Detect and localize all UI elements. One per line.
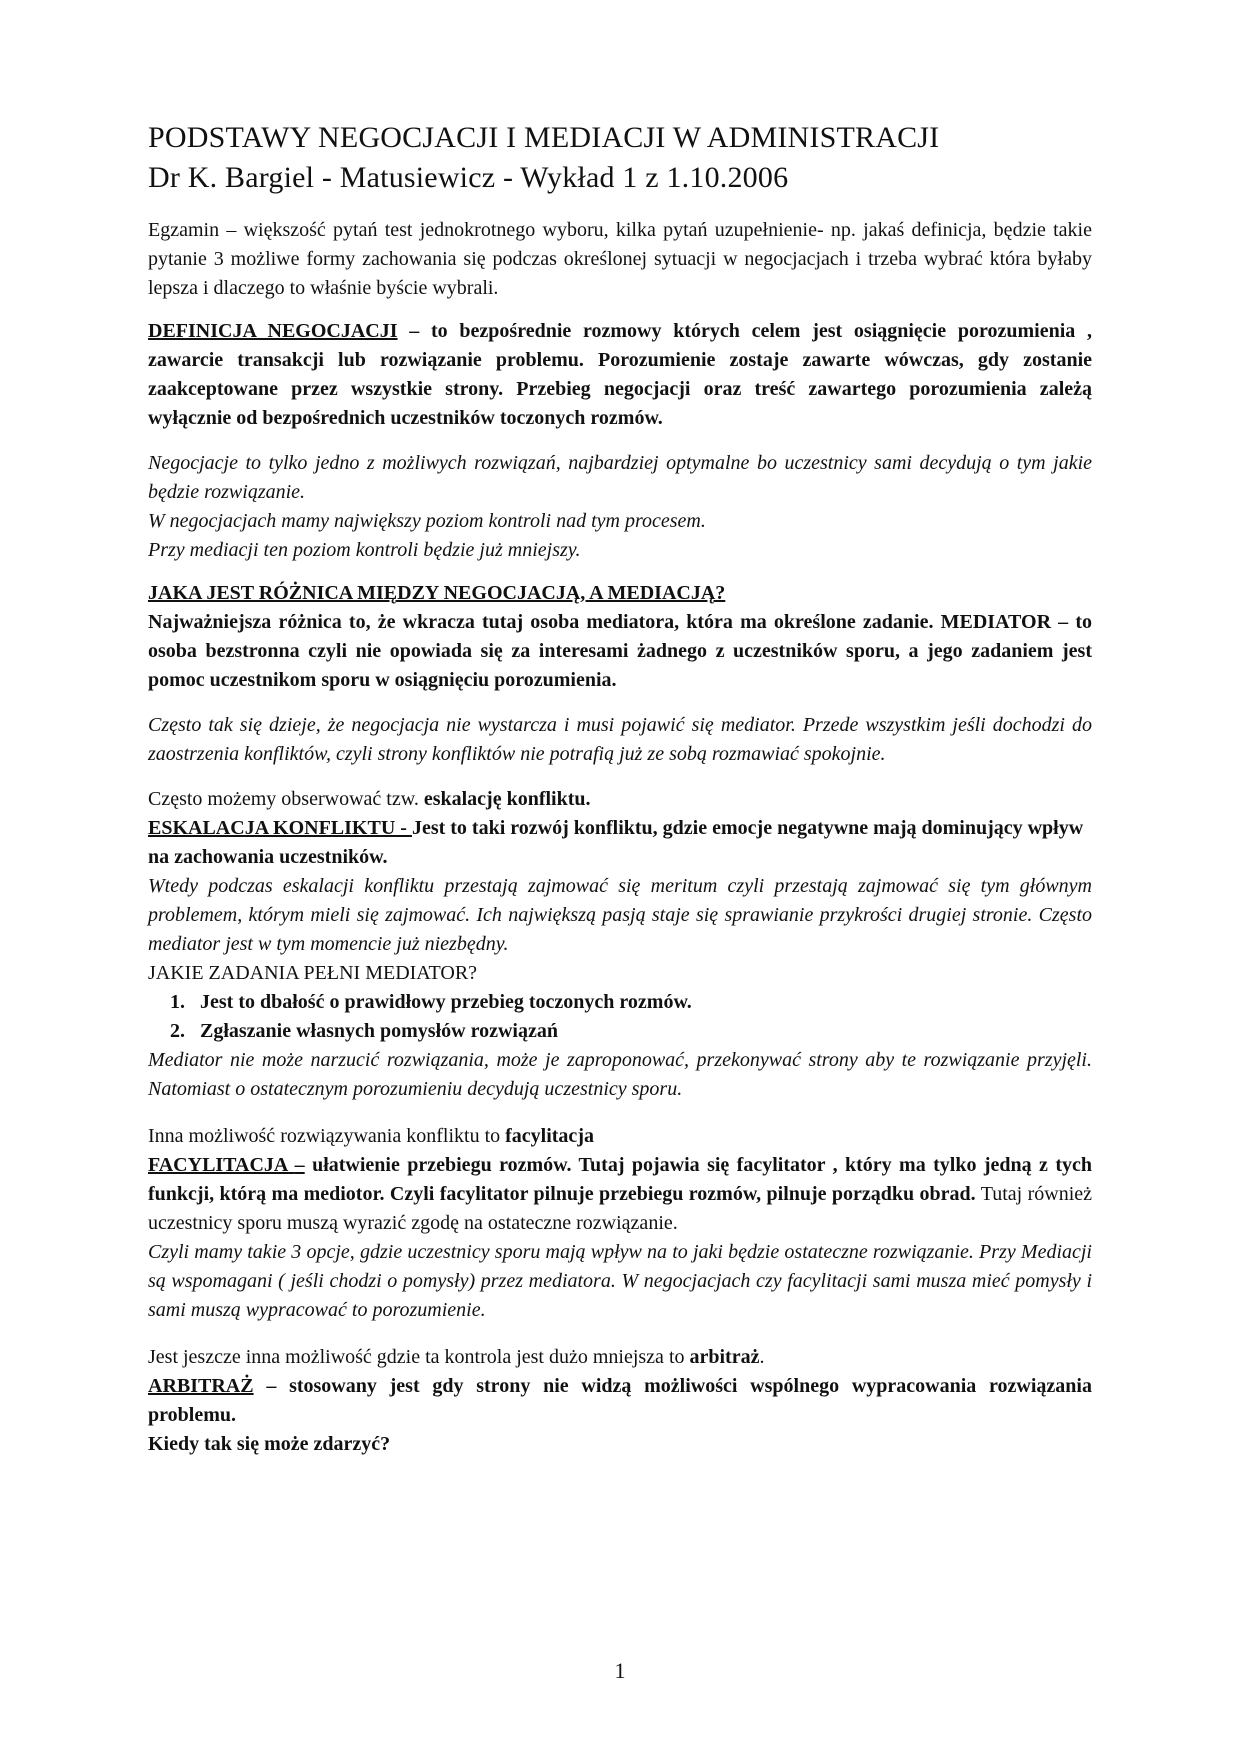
- facilitation-italic: Czyli mamy takie 3 opcje, gdzie uczestnicy sporu mają wpływ na to jaki będzie ostateczne rozwiązanie. Przy Mediacji są wspomagani ( jeśli chodzi o pomysły) przez mediatora. W negocjacjach czy facylitacji sami musza mieć pomysły i sami muszą wypracować to porozumienie.: [148, 1241, 1092, 1321]
- facilitation-dash: –: [294, 1154, 305, 1176]
- definition-heading: DEFINICJA NEGOCJACJI: [148, 320, 398, 342]
- arbitration-heading: ARBITRAŻ: [148, 1375, 254, 1397]
- escalation-intro: [148, 785, 1092, 814]
- facilitation-intro-text: Inna możliwość rozwiązywania konfliktu to: [148, 1125, 506, 1147]
- arbitration-intro-text: Jest jeszcze inna możliwość gdzie ta kontrola jest dużo mniejsza to: [148, 1346, 690, 1368]
- mediator-tasks-question: JAKIE ZADANIA PEŁNI MEDIATOR?: [148, 962, 478, 984]
- definition-separator: –: [397, 320, 432, 342]
- note-line: Negocjacje to tylko jedno z możliwych rozwiązań, najbardziej optymalne bo uczestnicy sami decydują o tym jakie będzie rozwiązanie.: [148, 452, 1092, 503]
- difference-text: Najważniejsza różnica to, że wkracza tutaj osoba mediatora, która ma określone zadanie. MEDIATOR – to osoba bezstronna czyli nie opowiada się za interesami żadnego z uczestników sporu, a jego zadaniem jest pomoc uczestnikom sporu w osiągnięciu porozumienia.: [148, 611, 1092, 691]
- escalation-heading: ESKALACJA KONFLIKTU -: [148, 817, 412, 839]
- facilitation-heading: FACYLITACJA: [148, 1154, 295, 1176]
- mediator-tasks-list: [148, 988, 1092, 1046]
- page-number: 1: [614, 1658, 626, 1683]
- arbitration-intro-bold: arbitraż: [689, 1346, 760, 1368]
- definition-text: to bezpośrednie rozmowy których celem jest osiągnięcie porozumienia , zawarcie transakcji lub rozwiązanie problemu. Porozumienie zostaje zawarte wówczas, gdy zostanie zaakceptowane przez wszystkie strony. Przebieg negocjacji oraz treść zawartego porozumienia zależą wyłącznie od bezpośrednich uczestników toczonych rozmów.: [148, 320, 1092, 429]
- arbitration-text: – stosowany jest gdy strony nie widzą możliwości wspólnego wypracowania rozwiązania problemu.: [148, 1375, 1092, 1426]
- document-title: PODSTAWY NEGOCJACJI I MEDIACJI W ADMINISTRACJI: [148, 121, 940, 154]
- definition-paragraph: [148, 317, 1092, 433]
- facilitation-intro-bold: facylitacja: [505, 1125, 594, 1147]
- facilitation-definition: [148, 1151, 1092, 1238]
- facilitation-intro: [148, 1122, 1092, 1151]
- mediator-limit-note: Mediator nie może narzucić rozwiązania, może je zaproponować, przekonywać strony aby te rozwiązanie przyjęli. Natomiast o ostatecznym porozumieniu decydują uczestnicy sporu.: [148, 1049, 1092, 1100]
- escalation-italic: Wtedy podczas eskalacji konfliktu przestają zajmować się meritum czyli przestają zajmować się tym głównym problemem, którym mieli się zajmować. Ich największą pasją staje się sprawianie przykrości drugiej stronie. Często mediator jest w tym momencie już niezbędny.: [148, 875, 1092, 955]
- difference-heading: JAKA JEST RÓŻNICA MIĘDZY NEGOCJACJĄ, A MEDIACJĄ?: [148, 582, 726, 604]
- note-line: Przy mediacji ten poziom kontroli będzie już mniejszy.: [148, 539, 581, 561]
- document-subtitle: Dr K. Bargiel - Matusiewicz - Wykład 1 z 1.10.2006: [148, 161, 789, 194]
- facilitation-bold-text: ułatwienie przebiegu rozmów. Tutaj pojawia się facylitator , który ma tylko jedną z tych funkcji, którą ma mediotor. Czyli facylitator pilnuje przebiegu rozmów, pilnuje porządku obrad.: [148, 1154, 1092, 1205]
- note-line: W negocjacjach mamy największy poziom kontroli nad tym procesem.: [148, 510, 706, 532]
- escalation-intro-text: Często możemy obserwować tzw.: [148, 788, 424, 810]
- list-item: 2. Zgłaszanie własnych pomysłów rozwiązań: [190, 1017, 1092, 1046]
- escalation-intro-bold: eskalację konfliktu.: [423, 788, 591, 810]
- arbitration-intro-end: .: [759, 1346, 765, 1368]
- document-body: [148, 118, 1092, 1459]
- arbitration-question: Kiedy tak się może zdarzyć?: [148, 1433, 391, 1455]
- escalation-text: Jest to taki rozwój konfliktu, gdzie emocje negatywne mają dominujący wpływ na zachowania uczestników.: [148, 817, 1084, 868]
- arbitration-definition: [148, 1372, 1092, 1430]
- mediator-note: Często tak się dzieje, że negocjacja nie wystarcza i musi pojawić się mediator. Przede wszystkim jeśli dochodzi do zaostrzenia konfliktów, czyli strony konfliktów nie potrafią już ze sobą rozmawiać spokojnie.: [148, 714, 1092, 765]
- escalation-definition: [148, 814, 1092, 872]
- intro-paragraph: Egzamin – większość pytań test jednokrotnego wyboru, kilka pytań uzupełnienie- np. jakaś definicja, będzie takie pytanie 3 możliwe formy zachowania się podczas określonej sytuacji w negocjacjach i trzeba wybrać która byłaby lepsza i dlaczego to właśnie byście wybrali.: [148, 219, 1092, 299]
- arbitration-intro: [148, 1343, 1092, 1372]
- list-item: 1. Jest to dbałość o prawidłowy przebieg toczonych rozmów.: [190, 988, 1092, 1017]
- facilitation-plain-text: Tutaj również uczestnicy sporu muszą wyrazić zgodę na ostateczne rozwiązanie.: [148, 1183, 1093, 1234]
